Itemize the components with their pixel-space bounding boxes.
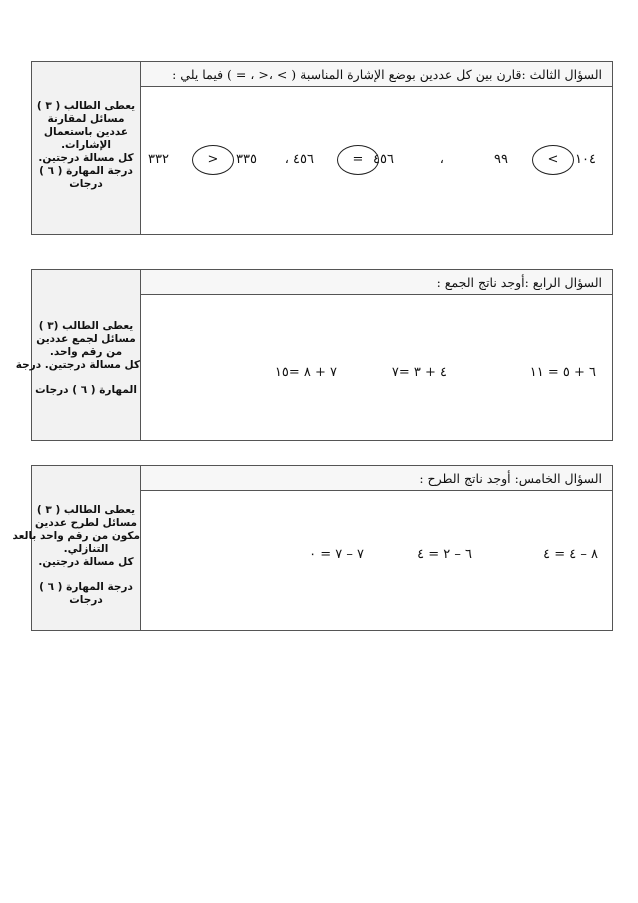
q3-note-line: درجات	[69, 178, 103, 190]
q3-note-line: درجة المهارة ( ٦ )	[39, 165, 133, 177]
q4-grading-note	[15, 270, 141, 440]
q5-note-line: درجات	[69, 594, 103, 606]
q5-note-line: يعطى الطالب ( ٣ )	[36, 504, 136, 516]
q3-pair2-sign-circle	[337, 145, 379, 175]
q4-equation-2: ٤ + ٣ =٧	[391, 365, 447, 380]
q4-equation-3: ٧ + ٨ =١٥	[274, 365, 337, 380]
question-5-block	[12, 465, 613, 631]
q4-note-line: المهارة ( ٦ ) درجات	[35, 384, 137, 396]
q3-note-line: مسائل لمقارنة	[47, 113, 125, 125]
q3-pair3-sign: >	[207, 152, 219, 167]
q5-title: السؤال الخامس: أوجد ناتج الطرح :	[141, 466, 612, 491]
q5-note-line: التنازلي.	[63, 543, 109, 555]
question-4-block	[15, 269, 613, 441]
q4-note-line: من رقم واحد.	[49, 346, 123, 358]
q3-pair3-right: ٣٣٢	[148, 152, 169, 167]
q3-pair1-sign-circle	[532, 145, 574, 175]
q3-title: السؤال الثالث :قارن بين كل عددين بوضع الإشارة المناسبة ( > ،< ، = ) فيما يلي :	[141, 62, 612, 87]
q3-pair2-left: ٤٥٦	[373, 152, 394, 167]
q3-pair2-right: ٤٥٦ ،	[284, 152, 314, 167]
q3-pair1-left: ١٠٤	[575, 152, 596, 167]
q3-pair2-sign: =	[352, 152, 364, 167]
q3-pair1-right: ٩٩	[494, 152, 508, 167]
q5-equation-2: ٦ – ٢ = ٤	[417, 547, 472, 562]
q5-equation-3: ٧ – ٧ = ٠	[309, 547, 364, 562]
q3-note-line: الإشارات.	[61, 139, 111, 151]
q4-title: السؤال الرابع :أوجد ناتج الجمع :	[141, 270, 612, 295]
question-3-block	[31, 61, 613, 235]
q5-note-line: درجة المهارة ( ٦ )	[39, 581, 133, 593]
q4-note-line: يعطى الطالب (٣ )	[38, 320, 134, 332]
q4-note-line: كل مسالة درجتين. درجة	[15, 359, 140, 371]
q5-note-line: مسائل لطرح عددين	[34, 517, 138, 529]
q3-pair3-sign-circle	[192, 145, 234, 175]
q5-equation-1: ٨ – ٤ = ٤	[543, 547, 598, 562]
q4-note-line: مسائل لجمع عددين	[36, 333, 136, 345]
q3-note-line: يعطى الطالب ( ٣ )	[36, 100, 136, 112]
q3-note-line: كل مسالة درجتين.	[38, 152, 134, 164]
q3-pair1-sign: <	[547, 152, 559, 167]
q5-note-line: مكون من رقم واحد بالعد	[12, 530, 140, 542]
q3-note-line: عددين باستعمال	[43, 126, 129, 138]
q3-grading-note	[32, 62, 141, 234]
q5-grading-note	[12, 466, 141, 630]
q4-equation-1: ٦ + ٥ = ١١	[529, 365, 596, 380]
q5-note-line: كل مسالة درجتين.	[38, 556, 134, 568]
q3-pair3-left: ٣٣٥	[236, 152, 257, 167]
q3-separator: ،	[439, 152, 444, 167]
